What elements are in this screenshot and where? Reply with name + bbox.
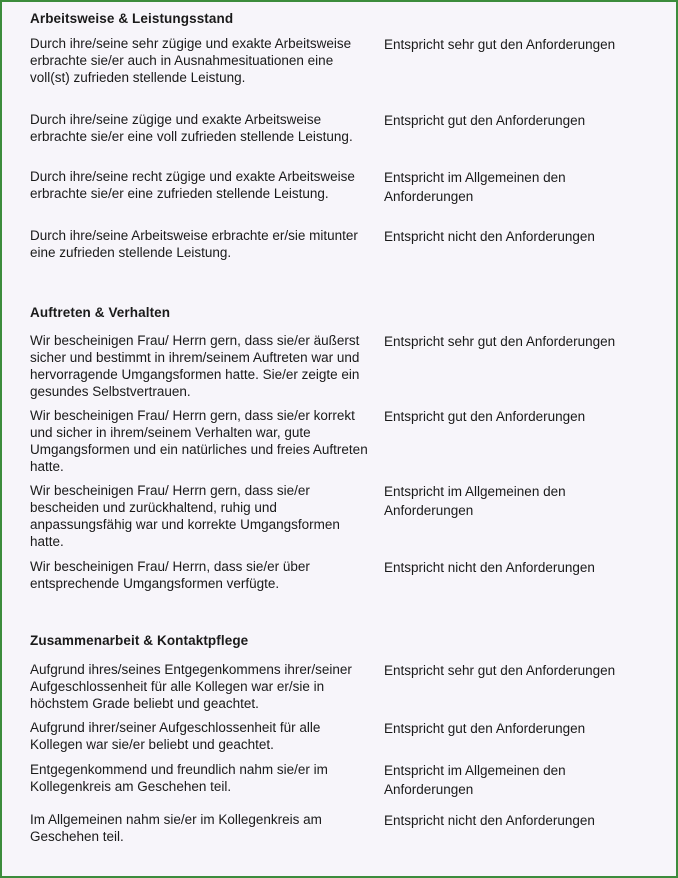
list-item	[30, 482, 650, 558]
list-item	[30, 35, 650, 111]
section-title: Auftreten & Verhalten	[30, 305, 171, 320]
section-zusammenarbeit	[30, 632, 650, 851]
assessment-text: Durch ihre/seine zügige und exakte Arbeitsweise erbrachte sie/er eine voll zufrieden stellende Leistung.	[30, 112, 353, 144]
list-item	[30, 111, 650, 168]
assessment-rating: Entspricht gut den Anforderungen	[384, 113, 586, 128]
assessment-rating: Entspricht im Allgemeinen den Anforderungen	[384, 763, 566, 797]
assessment-rating: Entspricht gut den Anforderungen	[384, 409, 586, 424]
assessment-rating: Entspricht nicht den Anforderungen	[384, 560, 595, 575]
assessment-text: Wir bescheinigen Frau/ Herrn gern, dass sie/er korrekt und sicher in ihrem/seinem Verhalten war, gute Umgangsformen und ein natürliches und freies Auftreten hatte.	[30, 408, 368, 474]
assessment-text: Durch ihre/seine Arbeitsweise erbrachte er/sie mitunter eine zufrieden stellende Leistung.	[30, 228, 358, 260]
assessment-text: Aufgrund ihres/seines Entgegenkommens ihrer/seiner Aufgeschlossenheit für alle Kollegen war er/sie in höchstem Grade beliebt und geachtet.	[30, 662, 352, 711]
assessment-text: Wir bescheinigen Frau/ Herrn gern, dass sie/er äußerst sicher und bestimmt in ihrem/seinem Auftreten war und hervorragende Umgangsformen hatte. Sie/er zeigte ein gesundes Selbstvertrauen.	[30, 333, 360, 399]
section-title: Arbeitsweise & Leistungsstand	[30, 11, 234, 26]
section-title: Zusammenarbeit & Kontaktpflege	[30, 633, 249, 648]
assessment-rating: Entspricht im Allgemeinen den Anforderungen	[384, 484, 566, 518]
list-item	[30, 407, 650, 482]
list-item	[30, 761, 650, 811]
document-content	[30, 10, 650, 851]
list-item	[30, 332, 650, 407]
list-item	[30, 811, 650, 851]
list-item	[30, 227, 650, 304]
assessment-text: Aufgrund ihrer/seiner Aufgeschlossenheit für alle Kollegen war sie/er beliebt und geachtet.	[30, 720, 321, 752]
list-item	[30, 719, 650, 761]
assessment-rating: Entspricht sehr gut den Anforderungen	[384, 663, 616, 678]
assessment-rating: Entspricht sehr gut den Anforderungen	[384, 334, 616, 349]
list-item	[30, 168, 650, 227]
assessment-rating: Entspricht sehr gut den Anforderungen	[384, 37, 616, 52]
assessment-text: Entgegenkommend und freundlich nahm sie/er im Kollegenkreis am Geschehen teil.	[30, 762, 328, 794]
assessment-rating: Entspricht gut den Anforderungen	[384, 721, 586, 736]
section-arbeitsweise	[30, 10, 650, 304]
assessment-text: Im Allgemeinen nahm sie/er im Kollegenkreis am Geschehen teil.	[30, 812, 322, 844]
assessment-text: Wir bescheinigen Frau/ Herrn gern, dass sie/er bescheiden und zurückhaltend, ruhig und anpassungsfähig war und korrekte Umgangsformen hatte.	[30, 483, 340, 549]
assessment-rating: Entspricht nicht den Anforderungen	[384, 229, 595, 244]
assessment-rating: Entspricht nicht den Anforderungen	[384, 813, 595, 828]
list-item	[30, 661, 650, 719]
list-item	[30, 558, 650, 632]
section-auftreten	[30, 304, 650, 632]
assessment-rating: Entspricht im Allgemeinen den Anforderungen	[384, 170, 566, 204]
assessment-text: Wir bescheinigen Frau/ Herrn, dass sie/er über entsprechende Umgangsformen verfügte.	[30, 559, 310, 591]
assessment-text: Durch ihre/seine sehr zügige und exakte Arbeitsweise erbrachte sie/er auch in Ausnahmesituationen eine voll(st) zufrieden stellende Leistung.	[30, 36, 352, 85]
assessment-text: Durch ihre/seine recht zügige und exakte Arbeitsweise erbrachte sie/er eine zufrieden stellende Leistung.	[30, 169, 355, 201]
